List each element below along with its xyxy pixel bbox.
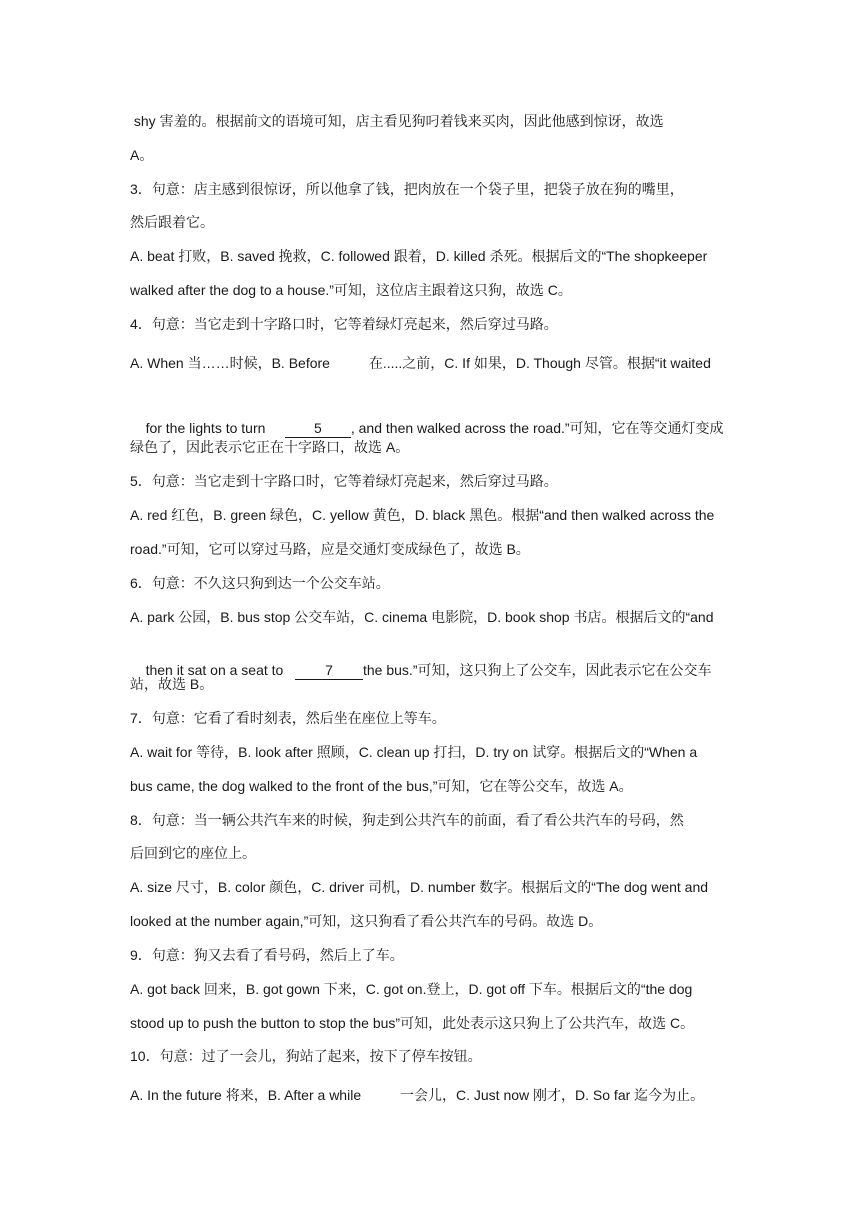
blank-7-after: the bus.”可知，这只狗上了公交车，因此表示它在公交车 xyxy=(363,662,712,678)
text-line: walked after the dog to a house.”可知，这位店主跟着这只狗，故选 C。 xyxy=(130,282,572,298)
text-line: 9．句意：狗又去看了看号码，然后上了车。 xyxy=(130,947,404,963)
text-line: 6．句意：不久这只狗到达一个公交车站。 xyxy=(130,575,390,591)
text-line: 10．句意：过了一会儿，狗站了起来，按下了停车按钮。 xyxy=(130,1048,482,1064)
blank-5-answer: 5 xyxy=(285,419,351,438)
text-line: 绿色了，因此表示它正在十字路口，故选 A。 xyxy=(130,439,410,455)
text-line: A. park 公园，B. bus stop 公交车站，C. cinema 电影院，D. book shop 书店。根据后文的“and xyxy=(130,609,714,625)
text-line: looked at the number again,”可知，这只狗看了看公共汽车的号码。故选 D。 xyxy=(130,913,603,929)
text-line: A. red 红色，B. green 绿色，C. yellow 黄色，D. black 黑色。根据“and then walked across the xyxy=(130,507,715,523)
text-line: A. got back 回来，B. got gown 下来，C. got on.登上，D. got off 下车。根据后文的“the dog xyxy=(130,981,693,997)
text-line: 然后跟着它。 xyxy=(130,214,214,230)
text-line: A. When 当……时候，B. Before 在.....之前，C. If 如果，D. Though 尽管。根据“it waited xyxy=(130,355,711,371)
text-line: 站，故选 B。 xyxy=(130,676,214,692)
text-line: 8．句意：当一辆公共汽车来的时候，狗走到公共汽车的前面，看了看公共汽车的号码，然 xyxy=(130,812,684,828)
text-line: A. beat 打败，B. saved 挽救，C. followed 跟着，D. killed 杀死。根据后文的“The shopkeeper xyxy=(130,248,708,264)
text-line: A. In the future 将来，B. After a while 一会儿，C. Just now 刚才，D. So far 迄今为止。 xyxy=(130,1087,705,1103)
text-line-with-blank-7 xyxy=(130,640,711,700)
text-line: 后回到它的座位上。 xyxy=(130,845,256,861)
text-line: A。 xyxy=(130,147,154,163)
text-line: 5．句意：当它走到十字路口时，它等着绿灯亮起来，然后穿过马路。 xyxy=(130,473,558,489)
text-line: 7．句意：它看了看时刻表，然后坐在座位上等车。 xyxy=(130,710,446,726)
blank-7-before: then it sat on a seat to xyxy=(145,662,295,678)
text-line: shy 害羞的。根据前文的语境可知，店主看见狗叼着钱来买肉，因此他感到惊讶，故选 xyxy=(130,113,664,129)
blank-5-before: for the lights to turn xyxy=(145,420,285,436)
text-line: 3．句意：店主感到很惊讶，所以他拿了钱，把肉放在一个袋子里，把袋子放在狗的嘴里， xyxy=(130,181,684,197)
text-line: A. size 尺寸，B. color 颜色，C. driver 司机，D. number 数字。根据后文的“The dog went and xyxy=(130,879,709,895)
blank-5-after: , and then walked across the road.”可知，它在等交通灯变成 xyxy=(350,420,724,436)
text-line: bus came, the dog walked to the front of the bus,”可知，它在等公交车，故选 A。 xyxy=(130,778,633,794)
blank-7-answer: 7 xyxy=(295,661,363,680)
text-line: road.”可知，它可以穿过马路，应是交通灯变成绿色了，故选 B。 xyxy=(130,541,530,557)
text-line: 4．句意：当它走到十字路口时，它等着绿灯亮起来，然后穿过马路。 xyxy=(130,316,558,332)
text-line: stood up to push the button to stop the bus”可知，此处表示这只狗上了公共汽车，故选 C。 xyxy=(130,1015,695,1031)
text-line: A. wait for 等待，B. look after 照顾，C. clean up 打扫，D. try on 试穿。根据后文的“When a xyxy=(130,744,698,760)
